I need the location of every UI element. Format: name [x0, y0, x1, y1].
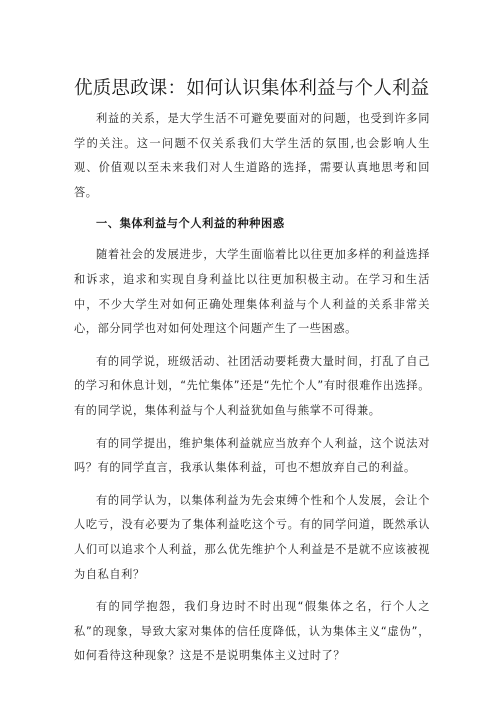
body-paragraph: 有的同学认为，以集体利益为先会束缚个性和个人发展，会让个人吃亏，没有必要为了集体利益吃这个亏。有的同学问道，既然承认人们可以追求个人利益，那么优先维护个人利益是不是就不应该被视为自私自利？: [74, 493, 430, 581]
section-heading: 一、集体利益与个人利益的种种困惑: [96, 217, 285, 231]
document-title: 优质思政课：如何认识集体利益与个人利益: [74, 78, 430, 99]
body-paragraph: 有的同学抱怨，我们身边时不时出现“假集体之名，行个人之私”的现象，导致大家对集体的信任度降低，认为集体主义“虚伪”，如何看待这种现象？这是不是说明集体主义过时了？: [74, 600, 430, 663]
intro-paragraph: 利益的关系，是大学生活不可避免要面对的问题，也受到许多同学的关注。这一问题不仅关系我们大学生活的氛围,也会影响人生观、价值观以至未来我们对人生道路的选择，需要认真地思考和回答。: [74, 112, 430, 199]
document-body: [74, 107, 430, 677]
body-paragraph: 有的同学说，班级活动、社团活动要耗费大量时间，打乱了自己的学习和休息计划，“先忙集体”还是“先忙个人”有时很难作出选择。有的同学说，集体利益与个人利益犹如鱼与熊掌不可得兼。: [74, 354, 430, 417]
body-paragraph: 有的同学提出，维护集体利益就应当放弃个人利益，这个说法对吗？有的同学直言，我承认集体利益，可也不想放弃自己的利益。: [74, 436, 430, 475]
body-paragraph: 随着社会的发展进步，大学生面临着比以往更加多样的利益选择和诉求，追求和实现自身利益比以往更加积极主动。在学习和生活中，不少大学生对如何正确处理集体利益与个人利益的关系非常关心，部分同学也对如何处理这个问题产生了一些困惑。: [74, 248, 430, 336]
